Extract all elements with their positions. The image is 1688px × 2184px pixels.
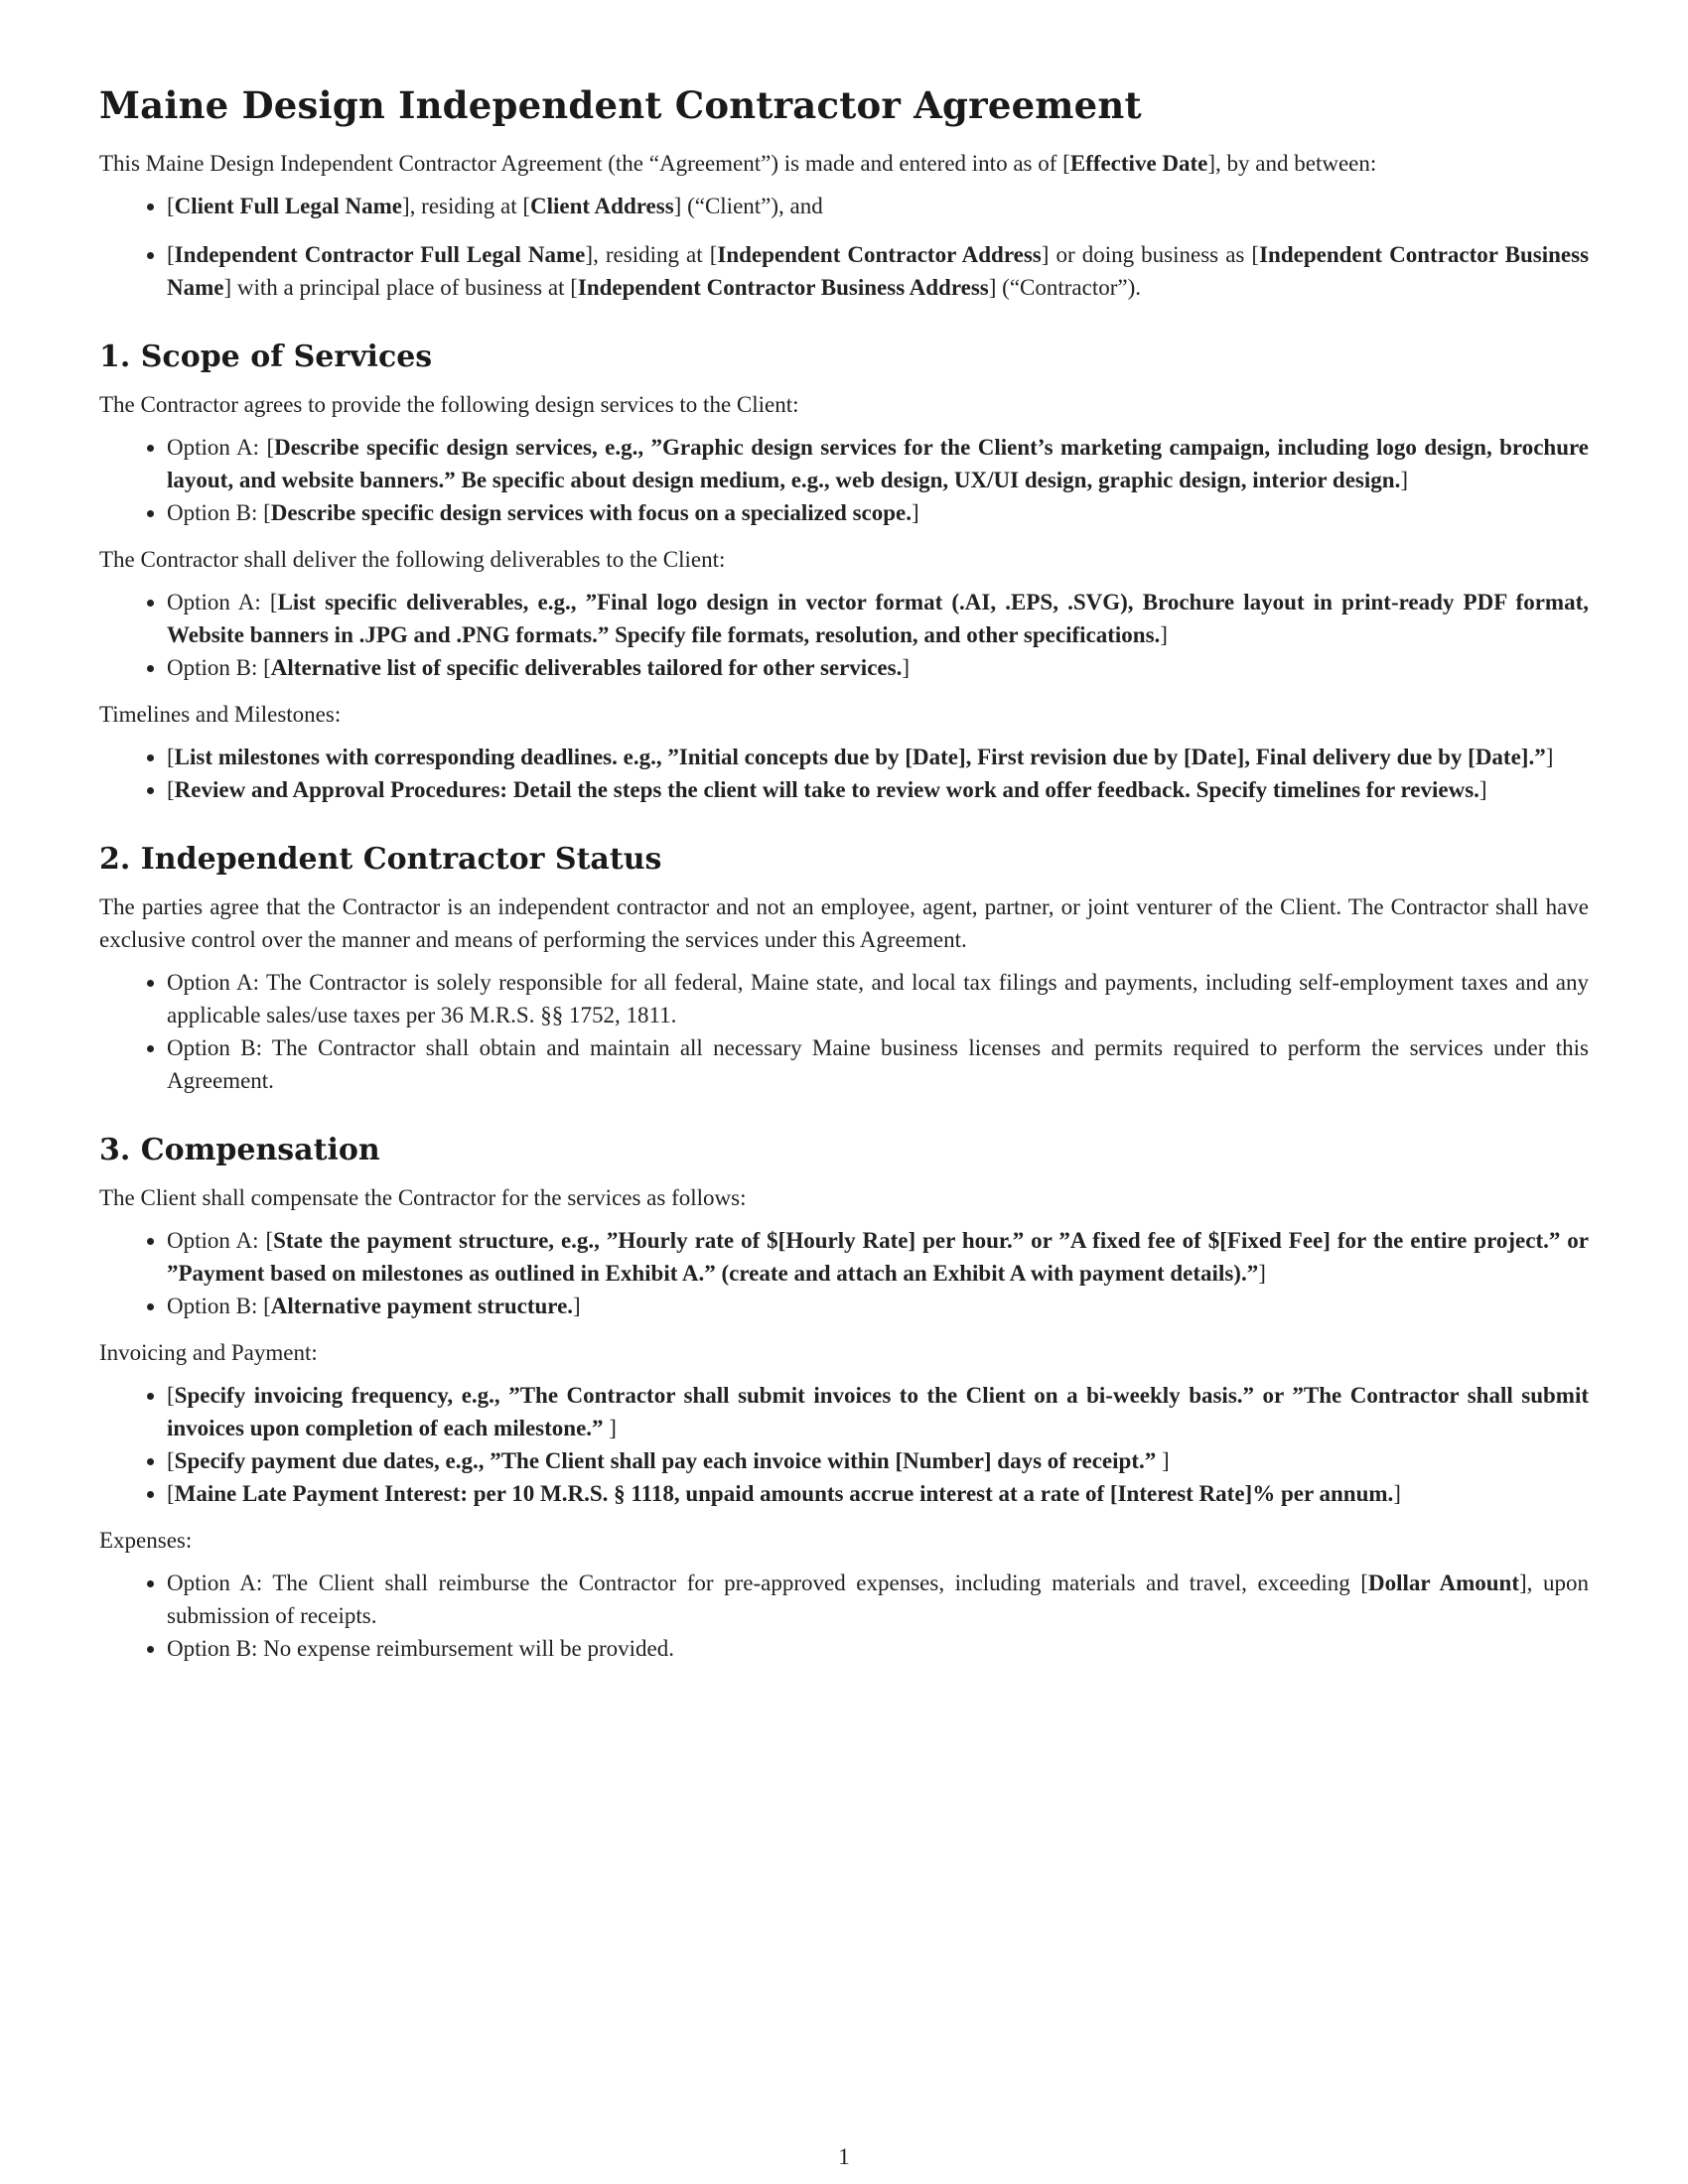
client-residing-text: ], residing at [ <box>402 194 531 218</box>
expenses-option-a <box>167 1567 1589 1632</box>
invoicing-1-placeholder: Specify invoicing frequency, e.g., ”The Contractor shall submit invoices to the Client on a bi-weekly basis.” or ”The Contractor shall submit invoices upon completion of each milestone.” <box>167 1383 1589 1440</box>
services-intro: The Contractor agrees to provide the following design services to the Client: <box>99 392 799 417</box>
expenses-a-text-end: ], upon submission of receipts. <box>167 1570 1589 1628</box>
compensation-a-placeholder: State the payment structure, e.g., ”Hourly rate of $[Hourly Rate] per hour.” or ”A fixed fee of $[Fixed Fee] for the entire project.” or ”Payment based on milestones as outlined in Exhibit A.” (create and attach an Exhibit A with payment details).” <box>167 1228 1589 1286</box>
intro-text-end: , by and between: <box>1215 151 1377 176</box>
dollar-amount-placeholder: Dollar Amount <box>1367 1570 1519 1595</box>
contractor-suffix-text: ] (“Contractor”). <box>988 275 1142 300</box>
deliverables-option-a: • Option A: [List specific deliverables, e.g., ”Final logo design in vector format (.AI, .EPS, .SVG), Brochure layout in print-ready PDF format, Website banners in .JPG and .PNG formats.” Specify file formats, resolution, and other specifications.] <box>167 586 1589 651</box>
compensation-intro: The Client shall compensate the Contractor for the services as follows: <box>99 1185 747 1210</box>
section-3-heading: 3. Compensation <box>99 1133 380 1167</box>
services-b-placeholder: Describe specific design services with focus on a specialized scope. <box>270 500 912 525</box>
document-content <box>99 83 1589 1679</box>
compensation-option-a: • Option A: [State the payment structure, e.g., ”Hourly rate of $[Hourly Rate] per hour.” or ”A fixed fee of $[Fixed Fee] for the entire project.” or ”Payment based on milestones as outlined in Exhibit A.” (create and attach an Exhibit A with payment details).”] <box>167 1224 1589 1290</box>
intro-paragraph: This Maine Design Independent Contractor Agreement (the “Agreement”) is made and entered into as of [Effective Date], by and between: <box>99 151 1377 176</box>
client-name-placeholder: Client Full Legal Name <box>174 194 403 218</box>
option-label: Option B: [ <box>167 655 271 680</box>
invoicing-item-2: • [Specify payment due dates, e.g., ”The Client shall pay each invoice within [Number] days of receipt.” ] <box>167 1444 1589 1477</box>
invoicing-item-3: • [Maine Late Payment Interest: per 10 M.R.S. § 1118, unpaid amounts accrue interest at a rate of [Interest Rate]% per annum.] <box>167 1477 1589 1510</box>
party-contractor: • [Independent Contractor Full Legal Name], residing at [Independent Contractor Address] or doing business as [Independent Contractor Business Name] with a principal place of business at [Independent Contractor Business Address] (“Contractor”). <box>167 238 1589 304</box>
deliverables-list <box>99 586 1589 684</box>
status-option-b: • Option B: The Contractor shall obtain and maintain all necessary Maine business licenses and permits required to perform the services under this Agreement. <box>167 1031 1589 1097</box>
option-label: Option B: [ <box>167 500 271 525</box>
timelines-list <box>99 741 1589 806</box>
client-address-placeholder: Client Address <box>530 194 674 218</box>
option-label: Option A: [ <box>167 435 275 460</box>
invoicing-intro: Invoicing and Payment: <box>99 1340 318 1365</box>
parties-list <box>99 190 1589 304</box>
intro-text: This Maine Design Independent Contractor Agreement (the “Agreement”) is made and entered into as of <box>99 151 1063 176</box>
contractor-business-address-placeholder: Independent Contractor Business Address <box>577 275 989 300</box>
deliverables-intro: The Contractor shall deliver the following deliverables to the Client: <box>99 547 726 572</box>
contractor-business-name-placeholder: Independent Contractor Business Name <box>167 242 1590 300</box>
timelines-item-2: • [Review and Approval Procedures: Detail the steps the client will take to review work and offer feedback. Specify timelines for reviews.] <box>167 773 1589 806</box>
compensation-list <box>99 1224 1589 1322</box>
page-number: 1 <box>838 2144 850 2169</box>
timelines-item-1: • [List milestones with corresponding deadlines. e.g., ”Initial concepts due by [Date], First revision due by [Date], Final delivery due by [Date].”] <box>167 741 1589 773</box>
services-option-a: • Option A: [Describe specific design services, e.g., ”Graphic design services for the Client’s marketing campaign, including logo design, brochure layout, and website banners.” Be specific about design medium, e.g., web design, UX/UI design, graphic design, interior design.] <box>167 431 1589 496</box>
document-title: Maine Design Independent Contractor Agreement <box>99 83 1142 127</box>
status-option-a: • Option A: The Contractor is solely responsible for all federal, Maine state, and local tax filings and payments, including self-employment taxes and any applicable sales/use taxes per 36 M.R.S. §§ 1752, 1811. <box>167 966 1589 1031</box>
timelines-2-placeholder: Review and Approval Procedures: Detail the steps the client will take to review work and offer feedback. Specify timelines for reviews. <box>174 777 1479 802</box>
expenses-a-text: Option A: The Client shall reimburse the Contractor for pre-approved expenses, including materials and travel, exceeding [ <box>167 1570 1368 1595</box>
compensation-option-b: • Option B: [Alternative payment structure.] <box>167 1290 1589 1322</box>
party-client: • [Client Full Legal Name], residing at [Client Address] (“Client”), and <box>167 190 1589 222</box>
status-list <box>99 966 1589 1097</box>
timelines-1-placeholder: List milestones with corresponding deadlines. e.g., ”Initial concepts due by [Date], First revision due by [Date], Final delivery due by [Date].” <box>174 745 1546 769</box>
status-intro: The parties agree that the Contractor is an independent contractor and not an employee, agent, partner, or joint venturer of the Client. The Contractor shall have exclusive control over the manner and means of performing the services under this Agreement. <box>99 894 1589 952</box>
services-option-b: • Option B: [Describe specific design services with focus on a specialized scope.] <box>167 496 1589 529</box>
invoicing-2-placeholder: Specify payment due dates, e.g., ”The Client shall pay each invoice within [Number] days of receipt.” <box>174 1448 1162 1473</box>
section-2-heading: 2. Independent Contractor Status <box>99 842 662 877</box>
compensation-b-placeholder: Alternative payment structure. <box>270 1294 574 1318</box>
invoicing-list <box>99 1379 1589 1510</box>
option-label: Option B: [ <box>167 1294 271 1318</box>
option-label: Option A: [ <box>167 590 278 614</box>
effective-date-placeholder: Effective Date <box>1069 151 1208 176</box>
invoicing-3-placeholder: Maine Late Payment Interest: per 10 M.R.S. § 1118, unpaid amounts accrue interest at a rate of [Interest Rate]% per annum. <box>174 1481 1394 1506</box>
services-a-placeholder: Describe specific design services, e.g., ”Graphic design services for the Client’s marketing campaign, including logo design, brochure layout, and website banners.” Be specific about design medium, e.g., web design, UX/UI design, graphic design, interior design. <box>167 435 1589 492</box>
expenses-list <box>99 1567 1589 1665</box>
option-label: Option A: [ <box>167 1228 274 1253</box>
deliverables-a-placeholder: List specific deliverables, e.g., ”Final logo design in vector format (.AI, .EPS, .SVG), Brochure layout in print-ready PDF format, Website banners in .JPG and .PNG formats.” Specify file formats, resolution, and other specifications. <box>167 590 1589 647</box>
expenses-option-b: • Option B: No expense reimbursement will be provided. <box>167 1632 1589 1665</box>
timelines-intro: Timelines and Milestones: <box>99 702 342 727</box>
invoicing-item-1: • [Specify invoicing frequency, e.g., ”The Contractor shall submit invoices to the Client on a bi-weekly basis.” or ”The Contractor shall submit invoices upon completion of each milestone.” ] <box>167 1379 1589 1444</box>
client-suffix-text: ] (“Client”), and <box>673 194 823 218</box>
deliverables-option-b: • Option B: [Alternative list of specific deliverables tailored for other services.] <box>167 651 1589 684</box>
contractor-dba-text: ] or doing business as [ <box>1041 242 1260 267</box>
contractor-address-placeholder: Independent Contractor Address <box>717 242 1042 267</box>
services-list <box>99 431 1589 529</box>
contractor-name-placeholder: Independent Contractor Full Legal Name <box>174 242 586 267</box>
deliverables-b-placeholder: Alternative list of specific deliverables tailored for other services. <box>270 655 903 680</box>
expenses-intro: Expenses: <box>99 1528 193 1553</box>
contractor-principal-text: ] with a principal place of business at [ <box>223 275 578 300</box>
section-1-heading: 1. Scope of Services <box>99 340 433 374</box>
contractor-residing-text: ], residing at [ <box>585 242 718 267</box>
